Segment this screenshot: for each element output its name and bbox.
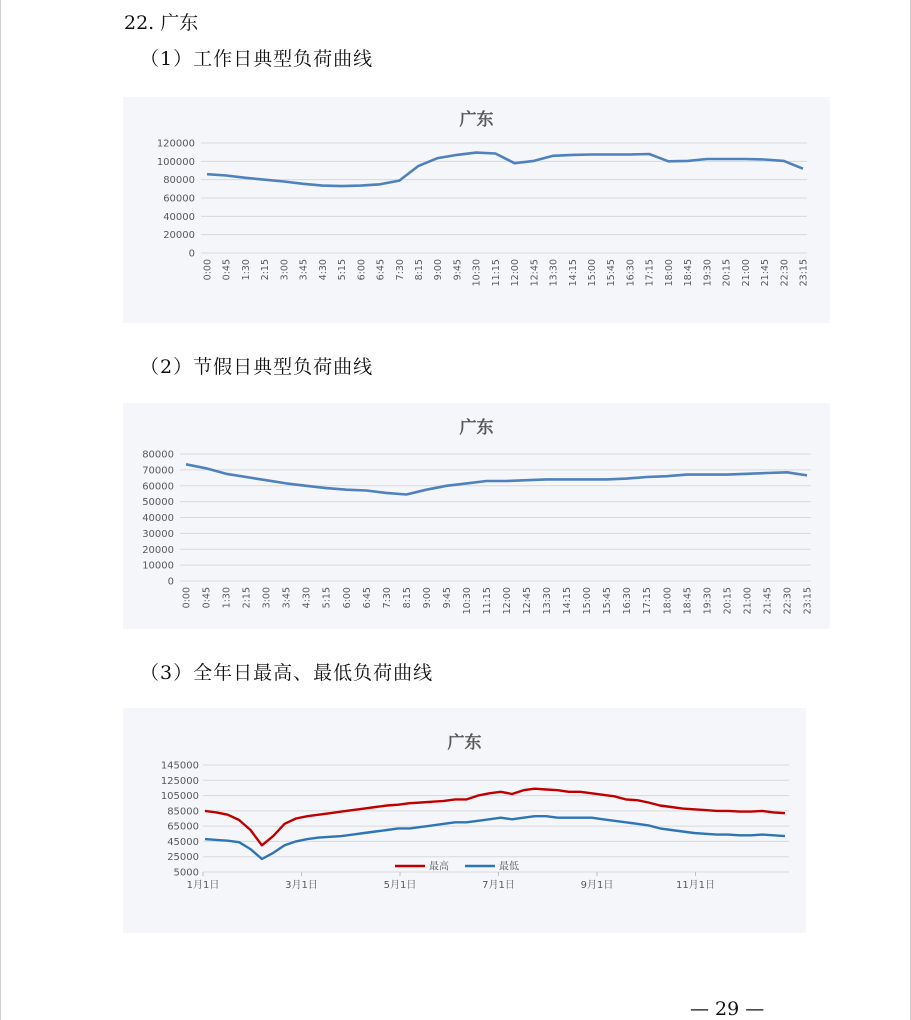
x-tick-label: 22:30 [782,587,794,615]
x-tick-label: 14:15 [567,259,579,287]
y-tick-label: 60000 [142,481,174,493]
x-tick-label: 0:45 [201,587,213,609]
x-tick-label: 3:00 [261,587,273,609]
x-tick-label: 12:45 [522,587,534,615]
x-tick-label: 18:45 [682,587,694,615]
x-tick-label: 9:45 [441,587,453,609]
x-tick-label: 22:30 [779,259,791,287]
x-tick-label: 23:15 [802,587,814,615]
x-tick-label: 1:30 [221,587,233,609]
x-tick-label: 15:45 [602,587,614,615]
x-tick-label: 11:15 [490,259,502,287]
x-tick-label: 2:15 [260,259,272,281]
y-tick-label: 120000 [156,138,195,150]
x-tick-label: 3:45 [281,587,293,609]
x-tick-label: 11:15 [481,587,493,615]
y-tick-label: 20000 [163,230,195,242]
page-number: — 29 — [690,998,765,1020]
chart-title: 广东 [459,110,494,130]
x-tick-label: 15:45 [606,259,618,287]
x-tick-label: 2:15 [241,587,253,609]
x-tick-label: 3:45 [298,259,310,281]
y-tick-label: 80000 [142,449,174,461]
y-tick-label: 85000 [167,806,199,818]
x-tick-label: 5:15 [337,259,349,281]
x-tick-label: 21:45 [762,587,774,615]
subsection-workday-label: （1）工作日典型负荷曲线 [140,48,374,70]
x-tick-label: 0:00 [202,259,214,281]
x-tick-label: 6:45 [375,259,387,281]
x-tick-label: 8:15 [401,587,413,609]
x-tick-label: 1月1日 [186,880,220,891]
x-tick-label: 17:15 [644,259,656,287]
x-tick-label: 19:30 [702,259,714,287]
page-border-left [0,0,1,1020]
annual-chart [123,708,806,933]
x-tick-label: 9:00 [421,587,433,609]
x-tick-label: 0:00 [181,587,193,609]
x-tick-label: 21:45 [760,259,772,287]
y-tick-label: 5000 [173,867,199,879]
y-tick-label: 50000 [142,497,174,509]
load-series-line [186,464,807,494]
y-tick-label: 80000 [163,175,195,187]
x-tick-label: 20:15 [722,587,734,615]
y-tick-label: 40000 [142,513,174,524]
holiday-chart [123,403,830,629]
x-tick-label: 11月1日 [675,880,716,891]
x-tick-label: 8:15 [413,259,425,281]
x-tick-label: 12:00 [502,587,514,615]
max-load-series-line [205,789,785,846]
x-tick-label: 4:30 [301,587,313,609]
x-tick-label: 3:00 [279,259,291,281]
x-tick-label: 9:45 [452,259,464,281]
x-tick-label: 13:30 [542,587,554,615]
x-tick-label: 18:00 [662,587,674,615]
x-tick-label: 16:30 [625,259,637,287]
holiday-chart-plot [123,403,830,629]
x-tick-label: 4:30 [317,259,329,281]
x-tick-label: 7:30 [394,259,406,281]
legend-min-label: 最低 [499,861,519,873]
x-tick-label: 5月1日 [383,880,417,891]
x-tick-label: 18:00 [663,259,675,287]
x-tick-label: 12:45 [529,259,541,287]
x-tick-label: 15:00 [582,587,594,615]
workday-chart [123,97,830,323]
x-tick-label: 21:00 [740,259,752,287]
x-tick-label: 5:15 [321,587,333,609]
y-tick-label: 65000 [167,821,199,833]
y-tick-label: 25000 [167,852,199,864]
subsection-holiday-label: （2）节假日典型负荷曲线 [140,356,374,378]
x-tick-label: 16:30 [622,587,634,615]
x-tick-label: 18:45 [683,259,695,287]
x-tick-label: 23:15 [798,259,810,287]
x-tick-label: 17:15 [642,587,654,615]
load-series-line [207,153,803,187]
x-tick-label: 13:30 [548,259,560,287]
x-tick-label: 0:45 [221,259,233,281]
x-tick-label: 9月1日 [580,880,614,891]
annual-chart-plot [123,708,806,933]
x-tick-label: 6:45 [361,587,373,609]
x-tick-label: 7:30 [381,587,393,609]
section-heading: 22. 广东 [124,12,199,34]
x-tick-label: 3月1日 [285,880,318,891]
y-tick-label: 30000 [142,528,174,540]
min-load-series-line [205,816,785,859]
x-tick-label: 6:00 [341,587,353,609]
x-tick-label: 10:30 [461,587,473,615]
x-tick-label: 9:00 [433,259,445,281]
x-tick-label: 20:15 [721,259,733,287]
y-tick-label: 145000 [160,760,199,772]
x-tick-label: 10:30 [471,259,483,287]
x-tick-label: 15:00 [587,259,599,287]
y-tick-label: 0 [188,248,195,260]
y-tick-label: 125000 [160,775,199,787]
chart-title: 广东 [459,418,494,438]
y-tick-label: 20000 [142,544,174,556]
y-tick-label: 45000 [167,836,199,848]
workday-chart-plot [123,97,830,323]
y-tick-label: 0 [167,576,174,588]
x-tick-label: 21:00 [742,587,754,615]
y-tick-label: 10000 [142,560,174,572]
x-tick-label: 19:30 [702,587,714,615]
y-tick-label: 100000 [156,156,195,168]
chart-title: 广东 [447,733,482,753]
x-tick-label: 12:00 [510,259,522,287]
subsection-annual-label: （3）全年日最高、最低负荷曲线 [140,662,434,684]
x-tick-label: 14:15 [562,587,574,615]
x-tick-label: 1:30 [240,259,252,281]
y-tick-label: 105000 [160,791,199,803]
y-tick-label: 60000 [163,193,195,205]
y-tick-label: 70000 [142,465,174,477]
x-tick-label: 6:00 [356,259,368,281]
y-tick-label: 40000 [163,211,195,223]
legend-max-label: 最高 [429,861,449,873]
x-tick-label: 7月1日 [482,880,515,891]
